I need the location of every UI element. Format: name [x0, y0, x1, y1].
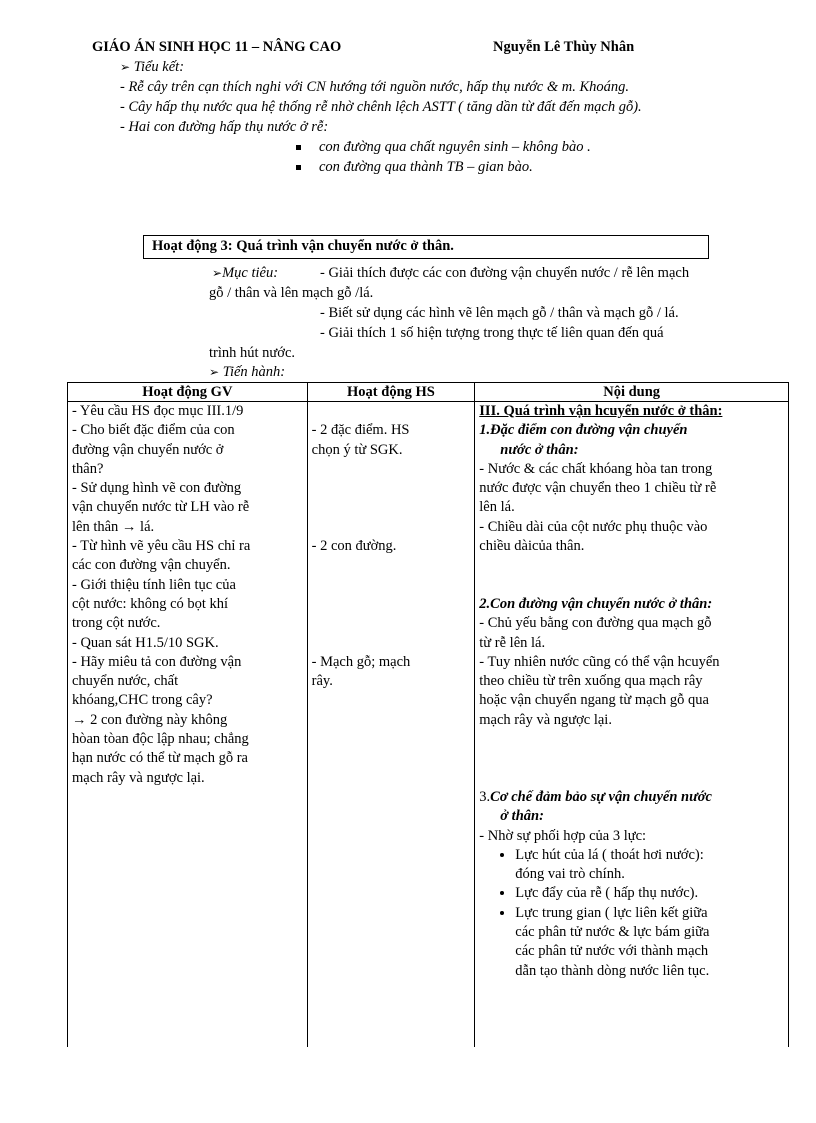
forces-list: [479, 846, 784, 981]
arrow-bullet-icon: ➢: [209, 365, 220, 379]
header-student-activity: Hoạt động HS: [307, 383, 475, 402]
content-line: từ rễ lên lá.: [479, 634, 546, 651]
list-item: • Lực hút của lá ( thoát hơi nước): đóng vai trò chính.: [515, 846, 784, 885]
subsection-1-title: 1.Đặc điểm con đường vận chuyển: [479, 422, 688, 439]
gv-line: các con đường vận chuyển.: [72, 557, 231, 574]
subsection-3-title-cont: ở thân:: [500, 808, 544, 825]
summary-bullet: con đường qua thành TB – gian bào.: [296, 158, 533, 176]
gv-line: lên thân → lá.: [72, 518, 155, 535]
content-line: hoặc vận chuyển ngang từ mạch gỗ qua: [479, 692, 709, 709]
gv-line: mạch rây và ngược lại.: [72, 769, 205, 786]
square-bullet-icon: [296, 165, 301, 170]
gv-line: khóang,CHC trong cây?: [72, 692, 213, 709]
objective-line: - Biết sử dụng các hình vẽ lên mạch gỗ / thân và mạch gỗ / lá.: [320, 305, 679, 321]
objective-line: - Giải thích được các con đường vận chuyển nước / rễ lên mạch: [320, 265, 690, 281]
header-teacher-activity: Hoạt động GV: [68, 383, 308, 402]
gv-line: trong cột nước.: [72, 615, 161, 632]
section-heading: III. Quá trình vận hcuyển nước ở thân:: [479, 403, 723, 419]
summary-line: - Rễ cây trên cạn thích nghi với CN hướng tới nguồn nước, hấp thụ nước & m. Khoáng.: [120, 79, 630, 95]
gv-line: - Cho biết đặc điểm của con: [72, 422, 235, 439]
content-line: theo chiều từ trên xuống qua mạch rây: [479, 673, 703, 690]
subsection-1-title-cont: nước ở thân:: [500, 441, 579, 458]
gv-line: - Sử dụng hình vẽ con đường: [72, 480, 242, 497]
content-line: - Chủ yếu bằng con đường qua mạch gỗ: [479, 615, 712, 632]
gv-line: đường vận chuyển nước ở: [72, 441, 224, 458]
subsection-3-title: 3.Cơ chế đảm bảo sự vận chuyển nước: [479, 788, 712, 805]
arrow-bullet-icon: ➢: [212, 266, 223, 280]
hs-line: - Mạch gỗ; mạch: [311, 653, 411, 670]
document-title: GIÁO ÁN SINH HỌC 11 – NÂNG CAO: [92, 39, 342, 55]
header-content: Nội dung: [475, 383, 789, 402]
hs-line: chọn ý từ SGK.: [311, 441, 403, 458]
content-line: - Tuy nhiên nước cũng có thể vận hcuyển: [479, 653, 720, 670]
objective-line: - Giải thích 1 số hiện tượng trong thực tế liên quan đến quá: [320, 325, 664, 341]
activity-title-box: [143, 235, 709, 259]
hs-line: - 2 đặc điểm. HS: [311, 422, 410, 439]
content-line: chiều dàicủa thân.: [479, 538, 585, 555]
gv-line: - Quan sát H1.5/10 SGK.: [72, 634, 219, 651]
square-bullet-icon: [296, 145, 301, 150]
content-line: - Chiều dài của cột nước phụ thuộc vào: [479, 518, 708, 535]
arrow-bullet-icon: ➢: [120, 60, 131, 74]
activity-title: Hoạt động 3: Quá trình vận chuyển nước ở thân.: [152, 238, 454, 254]
gv-line: - Hãy miêu tả con đường vận: [72, 653, 242, 670]
content-line: mạch rây và ngược lại.: [479, 711, 612, 728]
list-item: • Lực trung gian ( lực liên kết giữa các phân tử nước & lực bám giữa các phân tử nước với thành mạch dẫn tạo thành dòng nước liên tục.: [515, 904, 784, 981]
objectives-row: ➢Mục tiêu:: [212, 265, 279, 281]
list-item: • Lực đẩy của rễ ( hấp thụ nước).: [515, 884, 784, 903]
gv-line: thân?: [72, 460, 104, 477]
author-name: Nguyễn Lê Thùy Nhân: [493, 39, 635, 55]
lesson-table: [67, 382, 789, 1047]
content-line: lên lá.: [479, 499, 515, 516]
gv-line: vận chuyển nước từ LH vào rễ: [72, 499, 250, 516]
hs-line: rây.: [311, 673, 333, 690]
content-line: - Nhờ sự phối hợp của 3 lực:: [479, 827, 647, 844]
objective-line: gỗ / thân và lên mạch gỗ /lá.: [209, 285, 374, 301]
content-line: nước được vận chuyển theo 1 chiều từ rễ: [479, 480, 717, 497]
content-line: - Nước & các chất khóang hòa tan trong: [479, 460, 713, 477]
gv-line: - Giới thiệu tính liên tục của: [72, 576, 236, 593]
summary-bullet: con đường qua chất nguyên sinh – không bào .: [296, 138, 591, 156]
gv-line: - Từ hình vẽ yêu cầu HS chỉ ra: [72, 538, 251, 555]
summary-heading: ➢ Tiểu kết:: [120, 59, 185, 75]
objective-line: trình hút nước.: [209, 345, 296, 361]
gv-line: hòan tòan độc lập nhau; chẳng: [72, 731, 249, 748]
summary-line: - Hai con đường hấp thụ nước ở rễ:: [120, 119, 329, 135]
student-activity-cell: [307, 402, 475, 1048]
hs-line: - 2 con đường.: [311, 538, 397, 555]
procedure-row: ➢ Tiến hành:: [209, 364, 286, 380]
gv-line: hạn nước có thể từ mạch gỗ ra: [72, 750, 248, 767]
teacher-activity-cell: [68, 402, 308, 1048]
summary-line: - Cây hấp thụ nước qua hệ thống rễ nhờ chênh lệch ASTT ( tăng dần từ đất đến mạch gỗ).: [120, 99, 642, 115]
gv-line: cột nước: không có bọt khí: [72, 595, 229, 612]
subsection-2-title: 2.Con đường vận chuyển nước ở thân:: [479, 595, 713, 612]
gv-line: → 2 con đường này không: [72, 711, 228, 728]
gv-line: chuyển nước, chất: [72, 673, 179, 690]
gv-line: - Yêu cầu HS đọc mục III.1/9: [72, 403, 244, 419]
content-cell: [475, 402, 789, 1048]
